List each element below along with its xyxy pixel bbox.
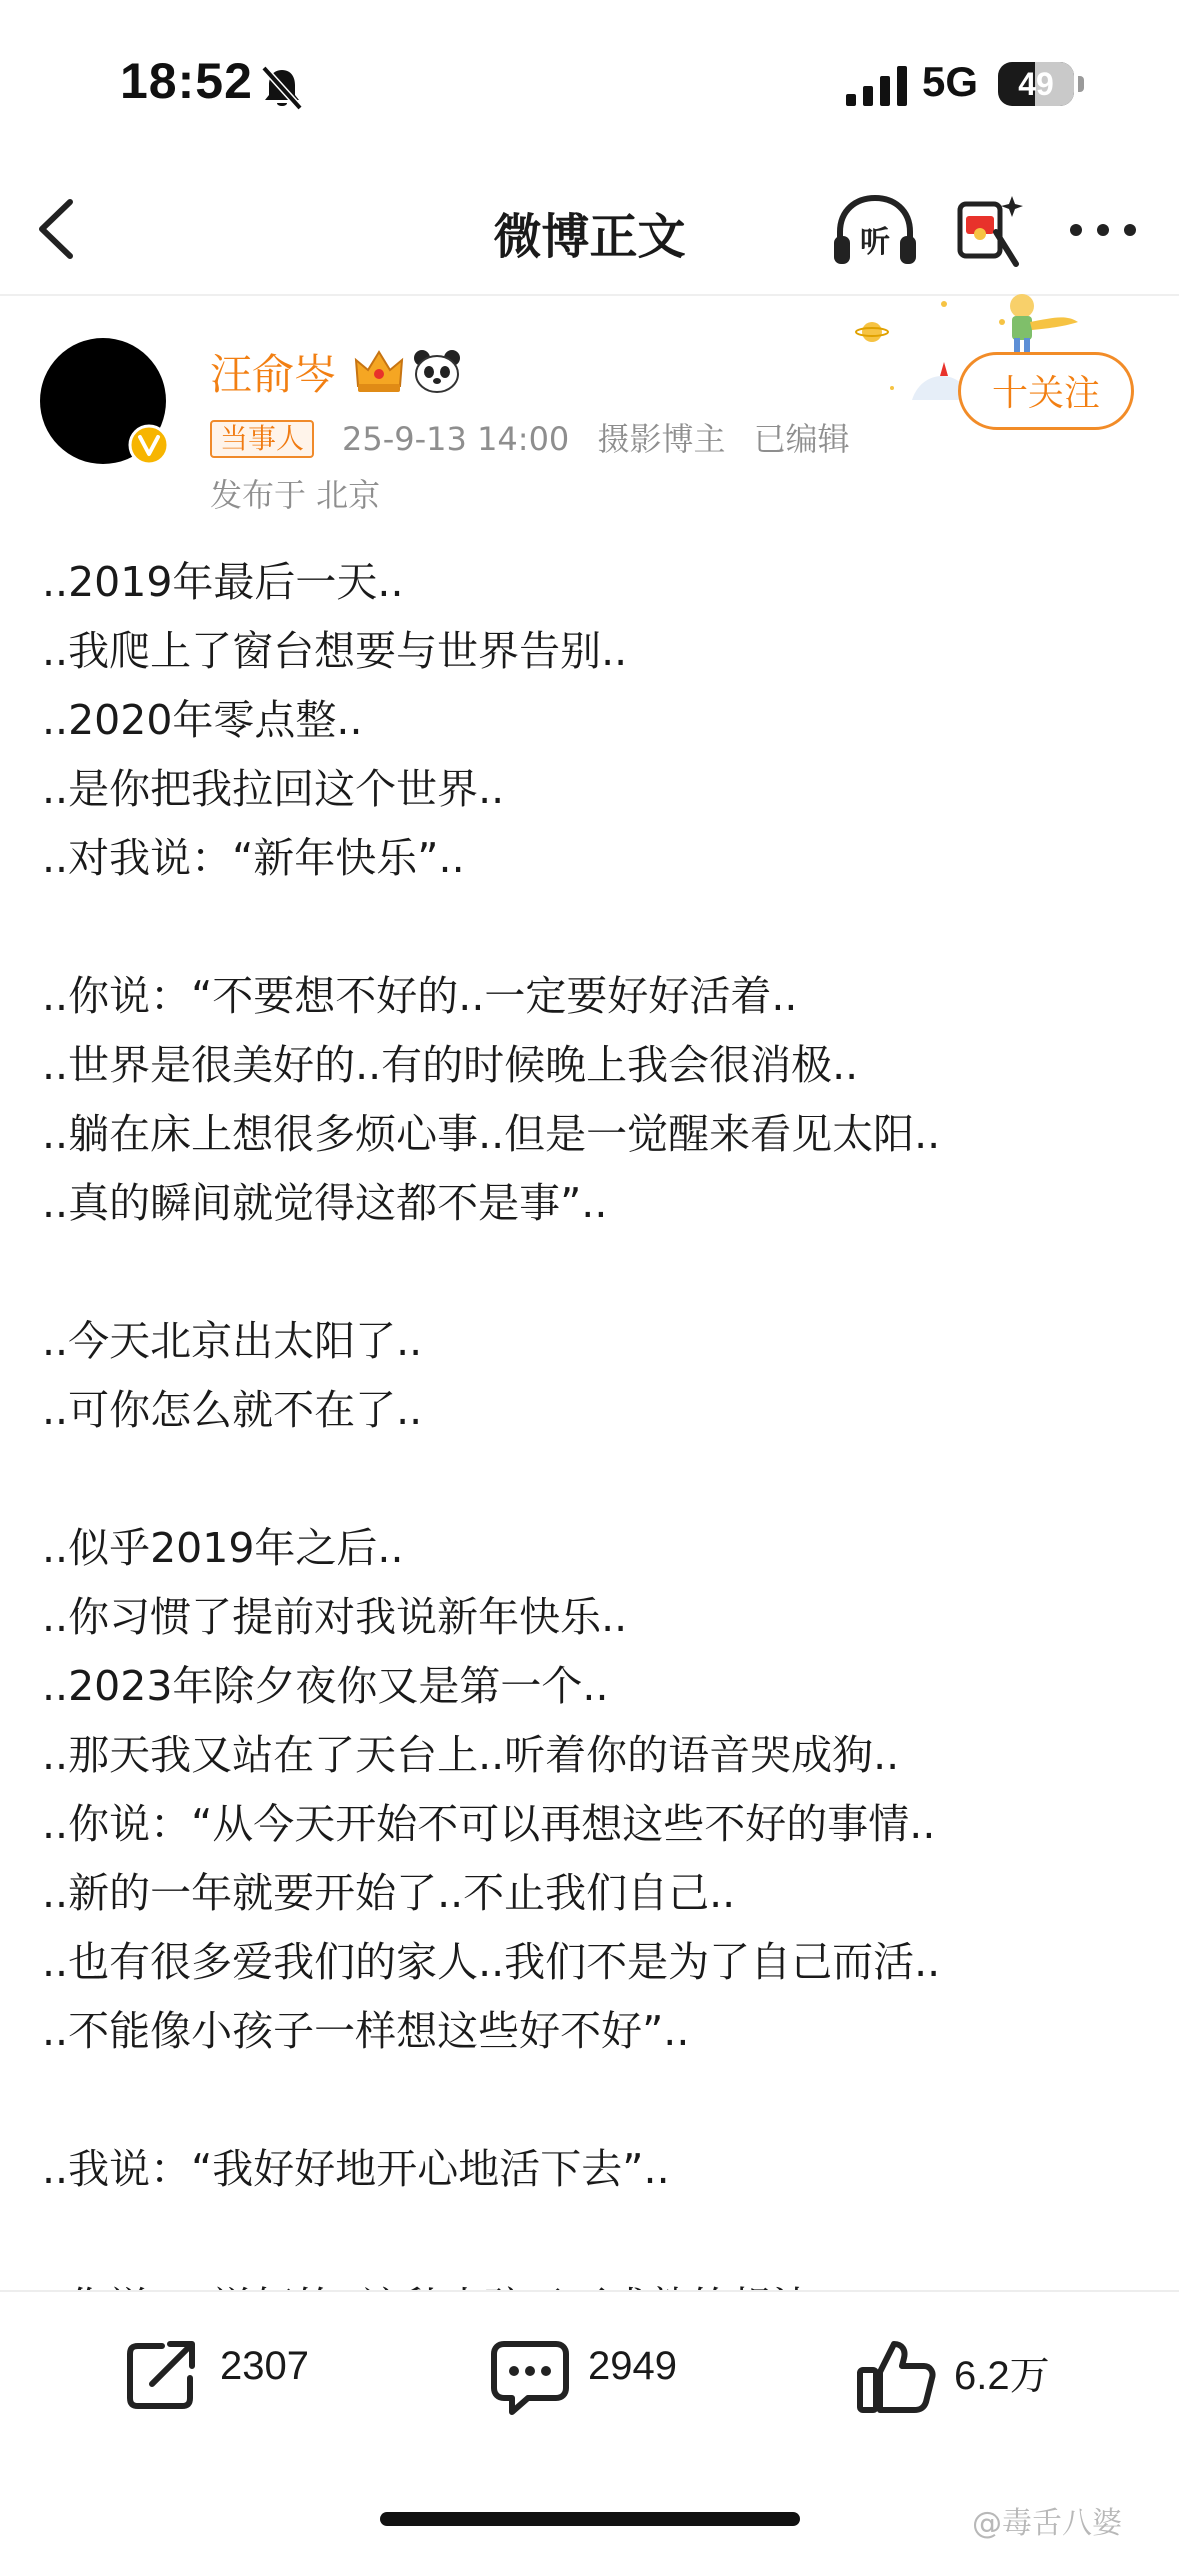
- comment-bubble-icon: [490, 2336, 570, 2416]
- headphones-listen-icon[interactable]: [832, 192, 918, 270]
- post-line: ..你说：“从今天开始不可以再想这些不好的事情..: [42, 1800, 936, 1848]
- post-line: ..你说：“不要想不好的..一定要好好活着..: [42, 972, 798, 1020]
- post-blank-line: [42, 2204, 1142, 2273]
- cell-signal-icon: [846, 66, 908, 106]
- post-line: ..似乎2019年之后..: [42, 1524, 404, 1572]
- battery-icon: [998, 62, 1074, 106]
- red-packet-icon[interactable]: [952, 190, 1028, 272]
- post-line: ..新的一年就要开始了..不止我们自己..: [42, 1869, 736, 1917]
- repost-count: 2307: [220, 2344, 309, 2388]
- post-line: ..也有很多爱我们的家人..我们不是为了自己而活..: [42, 1938, 941, 1986]
- like-count: 6.2万: [954, 2354, 1050, 2398]
- post-blank-line: [42, 2066, 1142, 2135]
- home-indicator[interactable]: [380, 2512, 800, 2526]
- page-title: 微博正文: [493, 209, 686, 265]
- status-bar: [0, 0, 1179, 170]
- follow-button[interactable]: 十关注: [958, 352, 1134, 430]
- post-line: ..可你怎么就不在了..: [42, 1386, 423, 1434]
- post-line: ..真的瞬间就觉得这都不是事”..: [42, 1179, 608, 1227]
- thumbs-up-icon: [856, 2336, 936, 2416]
- author-category: 摄影博主: [597, 420, 726, 458]
- comment-count: 2949: [588, 2344, 677, 2388]
- crown-badge-icon: [352, 346, 406, 396]
- repost-button[interactable]: [124, 2328, 344, 2418]
- more-dots-icon[interactable]: [1066, 200, 1140, 260]
- post-line: ..躺在床上想很多烦心事..但是一觉醒来看见太阳..: [42, 1110, 941, 1158]
- post-blank-line: [42, 1238, 1142, 1307]
- battery-cap: [1078, 76, 1084, 92]
- like-button[interactable]: [856, 2328, 1086, 2418]
- post-meta: [342, 414, 868, 460]
- post-line: ..那天我又站在了天台上..听着你的语音哭成狗..: [42, 1731, 900, 1779]
- svg-text:听: 听: [860, 225, 890, 260]
- author-name[interactable]: 汪俞岑: [210, 350, 337, 399]
- bottom-action-bar: [0, 2290, 1179, 2558]
- post-line: ..不能像小孩子一样想这些好不好”..: [42, 2007, 690, 2055]
- comment-button[interactable]: [490, 2328, 720, 2418]
- post-line: ..我爬上了窗台想要与世界告别..: [42, 627, 628, 675]
- repost-share-icon: [124, 2336, 200, 2412]
- role-tag: 当事人: [210, 420, 314, 458]
- post-line: ..对我说：“新年快乐”..: [42, 834, 465, 882]
- edited-label[interactable]: 已编辑: [753, 420, 850, 458]
- post-line: ..我说：“我好好地开心地活下去”..: [42, 2145, 670, 2193]
- post-blank-line: [42, 1445, 1142, 1514]
- battery-level: 49: [1018, 66, 1054, 102]
- post-blank-line: [42, 893, 1142, 962]
- post-line: ..2023年除夕夜你又是第一个..: [42, 1662, 609, 1710]
- post-location: 发布于 北京: [210, 476, 381, 514]
- post-body: [42, 548, 1142, 2288]
- post-line: ..世界是很美好的..有的时候晚上我会很消极..: [42, 1041, 859, 1089]
- post-line: ..2019年最后一天..: [42, 558, 404, 606]
- status-time: 18:52: [120, 53, 253, 109]
- nav-bar: [0, 170, 1179, 296]
- post-line: ..今天北京出太阳了..: [42, 1317, 423, 1365]
- post-line: ..是你把我拉回这个世界..: [42, 765, 505, 813]
- watermark: @毒舌八婆: [972, 2506, 1122, 2541]
- bell-muted-icon: [258, 64, 306, 112]
- post-line: ..你习惯了提前对我说新年快乐..: [42, 1593, 628, 1641]
- post-date: 25-9-13 14:00: [342, 420, 570, 458]
- panda-icon: [412, 348, 462, 394]
- post-line: ..2020年零点整..: [42, 696, 363, 744]
- network-type: 5G: [922, 58, 979, 105]
- verified-badge-icon: [128, 424, 170, 466]
